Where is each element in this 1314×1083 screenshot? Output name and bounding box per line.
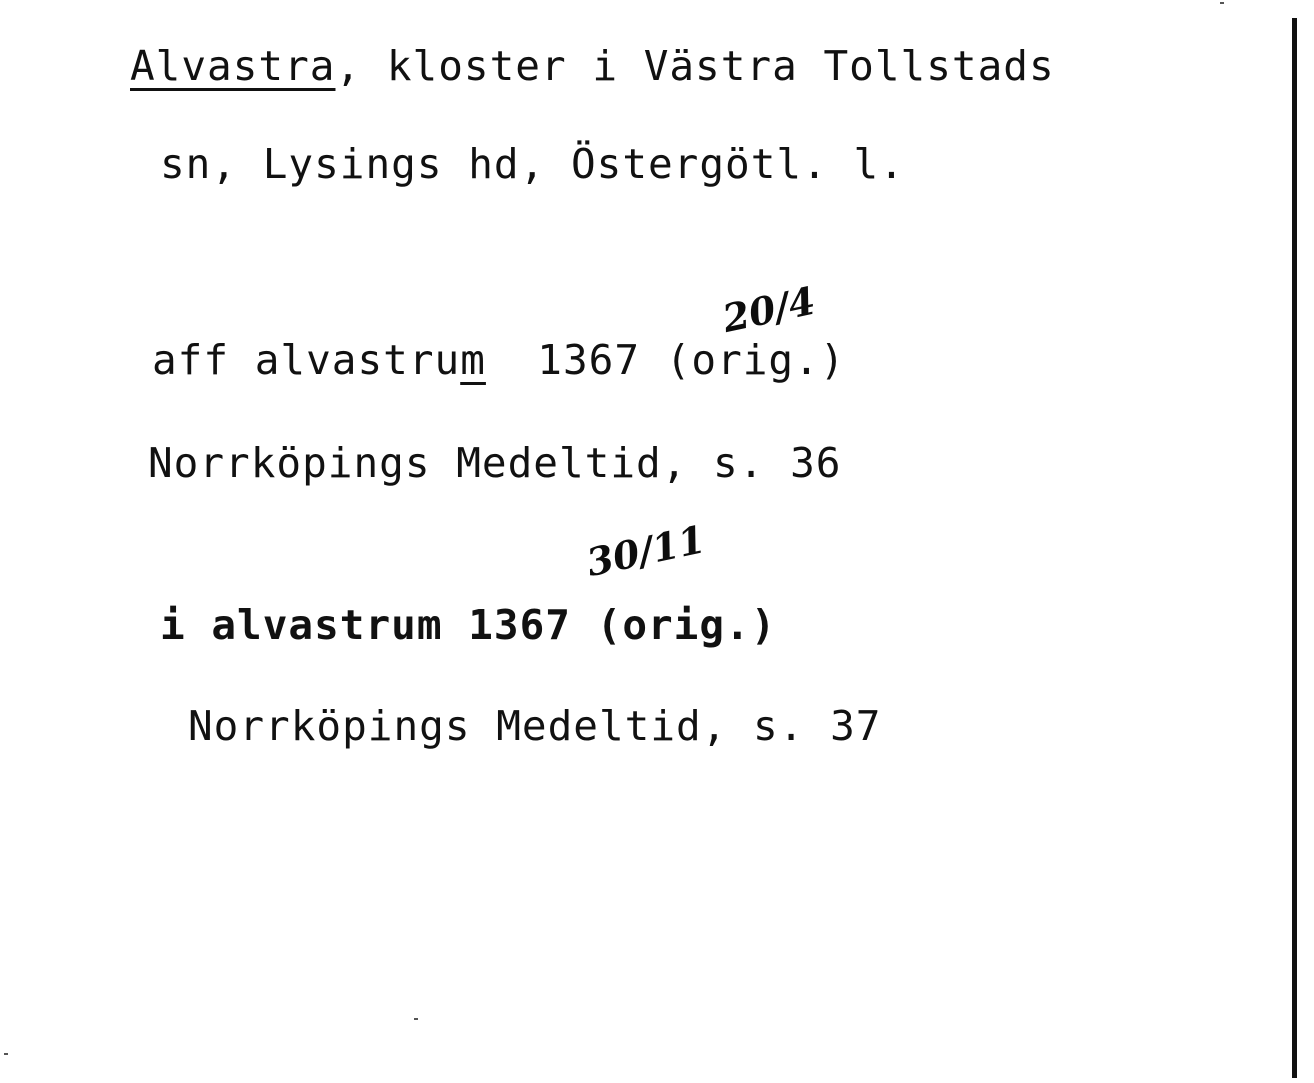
form-text: aff alvastru [152,336,461,384]
handwritten-date-note: 20/4 [718,277,820,341]
paper-speck [414,1018,418,1020]
place-name: Alvastra [130,42,336,90]
entry-source-line: Norrköpings Medeltid, s. 36 [148,439,842,487]
handwritten-date-note: 30/11 [582,516,710,585]
entry-source-line: Norrköpings Medeltid, s. 37 [188,702,882,750]
heading-rest: , kloster i Västra Tollstads [335,42,1055,90]
paper-speck [1220,2,1224,4]
entry-form-line [160,601,777,649]
form-underlined-text: m [460,336,486,384]
card-edge-line [1292,18,1297,1078]
heading-line [130,42,1055,90]
entry-form-line [152,336,846,384]
location-line: sn, Lysings hd, Östergötl. l. [160,140,905,188]
form-text-tail: 1367 (orig.) [485,336,846,384]
form-text: i alvastrum 1367 (orig.) [160,601,777,649]
paper-speck [4,1053,8,1055]
